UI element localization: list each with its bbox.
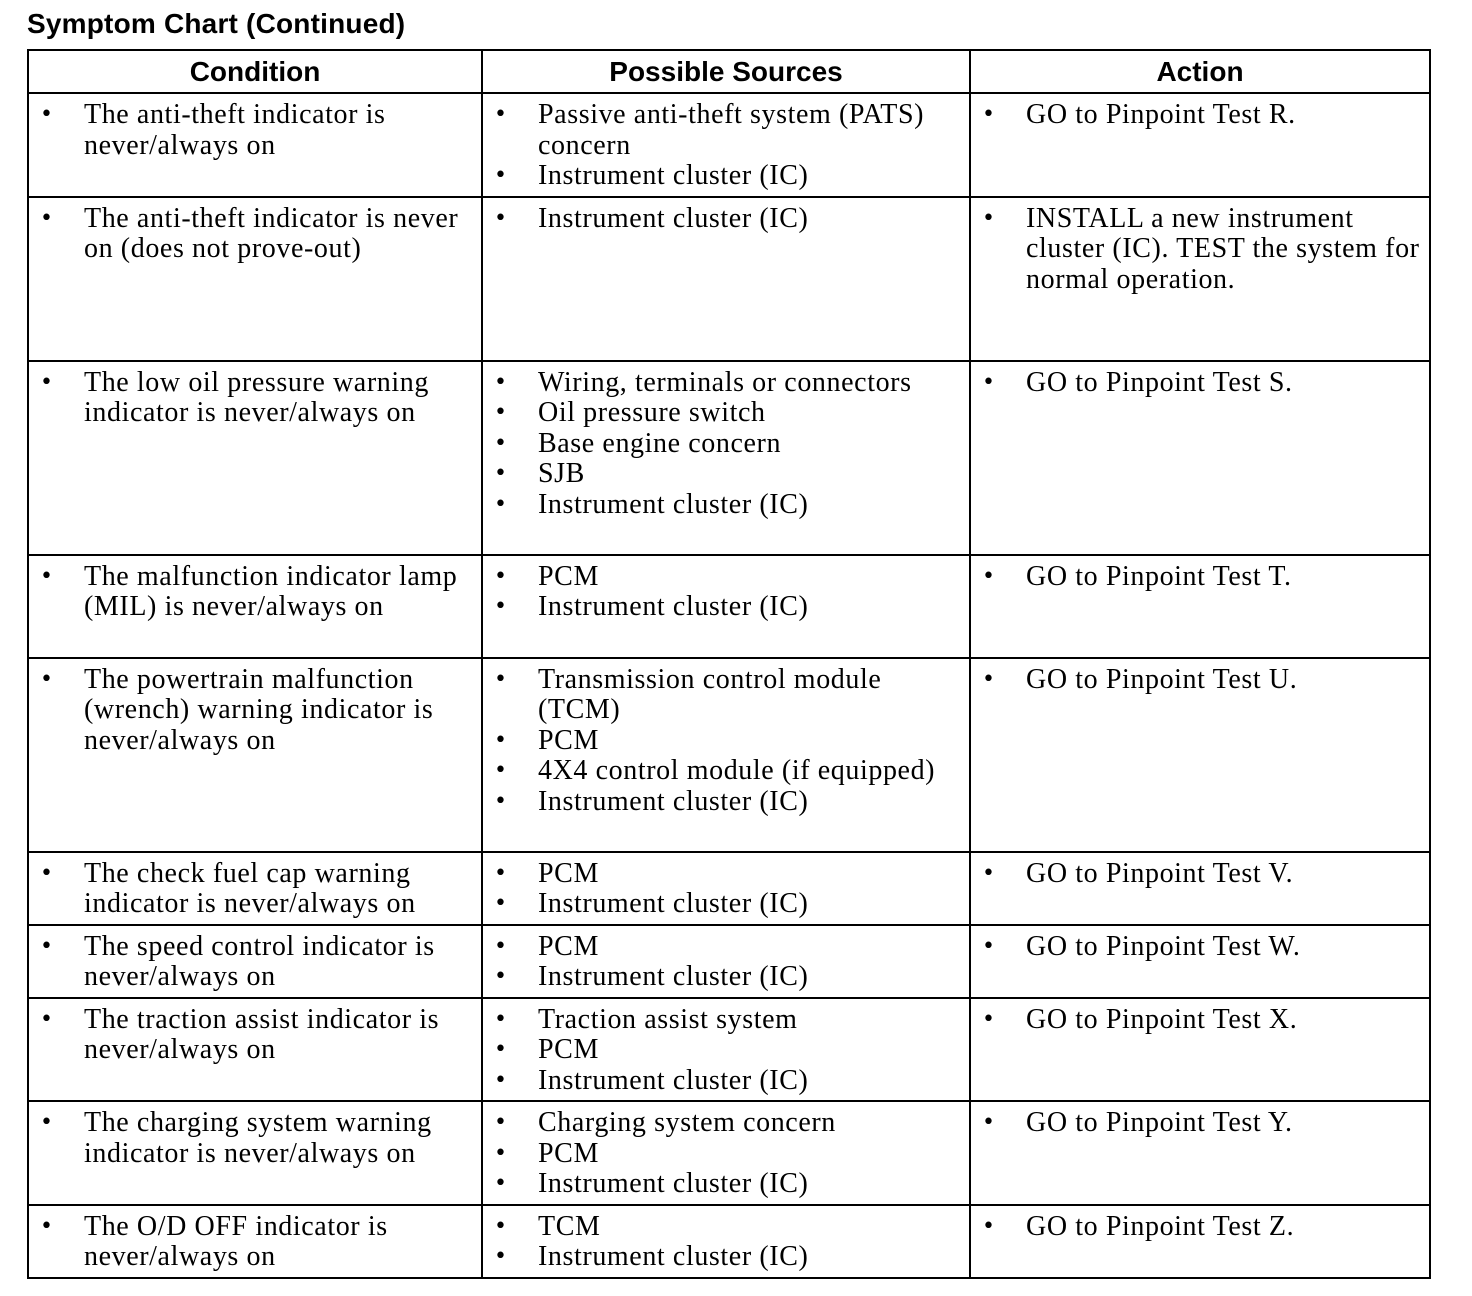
bullet-icon: • xyxy=(494,891,508,916)
list-item xyxy=(971,562,1429,593)
bullet-icon: • xyxy=(494,491,508,517)
list-item-text: GO to Pinpoint Test U. xyxy=(1026,663,1298,695)
condition-cell xyxy=(28,555,482,658)
chart-body xyxy=(28,93,1430,1278)
bullet-icon: • xyxy=(40,1213,54,1239)
list-item xyxy=(29,1005,481,1066)
list-item xyxy=(971,100,1429,131)
list-item xyxy=(483,1066,969,1097)
list-item-text: Passive anti-theft system (PATS) concern xyxy=(538,99,925,161)
bullet-icon: • xyxy=(40,205,54,231)
list-item-text: 4X4 control module (if equipped) xyxy=(538,755,936,786)
action-cell xyxy=(970,197,1430,361)
list-item-text: TCM xyxy=(538,1210,601,1242)
bullet-icon: • xyxy=(982,563,996,589)
table-row xyxy=(28,93,1430,197)
list-item-text: The malfunction indicator lamp (MIL) is never/always on xyxy=(84,560,458,622)
list-item xyxy=(29,932,481,993)
bullet-icon: • xyxy=(982,666,996,692)
list-item-text: GO to Pinpoint Test Z. xyxy=(1026,1210,1295,1242)
list-item xyxy=(483,429,969,460)
action-cell xyxy=(970,1205,1430,1278)
list-item-text: Base engine concern xyxy=(538,427,782,459)
list-item xyxy=(29,859,481,920)
list-item xyxy=(483,398,969,429)
list-item-text: GO to Pinpoint Test W. xyxy=(1026,930,1301,962)
action-cell xyxy=(970,1101,1430,1205)
table-row xyxy=(28,361,1430,555)
condition-cell xyxy=(28,1205,482,1278)
bullet-icon: • xyxy=(982,369,996,395)
condition-cell xyxy=(28,658,482,852)
bullet-list xyxy=(483,100,969,192)
possible-sources-cell xyxy=(482,93,970,197)
bullet-icon: • xyxy=(40,369,54,395)
bullet-icon: • xyxy=(494,860,508,886)
bullet-icon: • xyxy=(494,563,508,589)
list-item-text: SJB xyxy=(538,458,585,489)
list-item xyxy=(29,562,481,623)
header-row xyxy=(28,50,1430,93)
bullet-list xyxy=(29,859,481,920)
list-item xyxy=(29,665,481,757)
chart-title: Symptom Chart (Continued) xyxy=(27,8,406,39)
bullet-icon: • xyxy=(982,1213,996,1239)
list-item xyxy=(29,1108,481,1169)
list-item xyxy=(971,368,1429,399)
list-item xyxy=(29,100,481,161)
list-item-text: The speed control indicator is never/always on xyxy=(84,930,435,992)
bullet-icon: • xyxy=(982,1006,996,1032)
bullet-list xyxy=(971,1108,1429,1139)
bullet-list xyxy=(483,1212,969,1273)
list-item-text: Charging system concern xyxy=(538,1107,836,1138)
bullet-icon: • xyxy=(494,430,508,456)
table-row xyxy=(28,1205,1430,1278)
bullet-list xyxy=(971,368,1429,399)
list-item-text: The check fuel cap warning indicator is never/always on xyxy=(84,857,416,919)
list-item-text: GO to Pinpoint Test V. xyxy=(1026,857,1294,889)
condition-header: Condition xyxy=(28,50,482,93)
possible-sources-cell xyxy=(482,361,970,555)
list-item-text: Instrument cluster (IC) xyxy=(538,1168,809,1199)
bullet-icon: • xyxy=(494,758,508,783)
list-item xyxy=(483,962,969,993)
list-item-text: The traction assist indicator is never/always on xyxy=(84,1003,440,1065)
table-row xyxy=(28,197,1430,361)
bullet-icon: • xyxy=(494,666,508,692)
bullet-list xyxy=(29,562,481,623)
bullet-icon: • xyxy=(494,1037,508,1062)
bullet-icon: • xyxy=(494,461,508,486)
condition-cell xyxy=(28,93,482,197)
action-cell xyxy=(970,555,1430,658)
list-item xyxy=(483,1005,969,1036)
list-item xyxy=(971,1005,1429,1036)
list-item-text: PCM xyxy=(538,1034,599,1065)
list-item xyxy=(971,1108,1429,1139)
list-item xyxy=(29,368,481,429)
bullet-list xyxy=(483,665,969,818)
bullet-icon: • xyxy=(982,205,996,231)
bullet-list xyxy=(483,562,969,623)
list-item-text: Traction assist system xyxy=(538,1003,798,1035)
list-item xyxy=(971,665,1429,696)
list-item-text: Oil pressure switch xyxy=(538,397,766,428)
list-item xyxy=(971,204,1429,296)
bullet-icon: • xyxy=(494,933,508,959)
table-row xyxy=(28,852,1430,925)
bullet-list xyxy=(483,859,969,920)
bullet-icon: • xyxy=(40,860,54,886)
bullet-icon: • xyxy=(494,1213,508,1239)
list-item xyxy=(483,1139,969,1170)
list-item-text: Instrument cluster (IC) xyxy=(538,1241,809,1272)
bullet-icon: • xyxy=(494,1140,508,1166)
list-item-text: The low oil pressure warning indicator is never/always on xyxy=(84,366,429,428)
list-item-text: The anti-theft indicator is never on (does not prove-out) xyxy=(84,202,459,264)
possible-sources-cell xyxy=(482,1101,970,1205)
bullet-list xyxy=(971,1212,1429,1243)
bullet-icon: • xyxy=(40,666,54,692)
table-row xyxy=(28,658,1430,852)
list-item-text: INSTALL a new instrument cluster (IC). TEST the system for normal operation. xyxy=(1026,202,1420,295)
list-item xyxy=(971,859,1429,890)
list-item xyxy=(483,726,969,757)
bullet-list xyxy=(29,932,481,993)
bullet-icon: • xyxy=(494,205,508,231)
list-item xyxy=(483,1212,969,1243)
bullet-icon: • xyxy=(494,727,508,753)
bullet-icon: • xyxy=(494,594,508,619)
bullet-list xyxy=(971,204,1429,296)
possible-sources-cell xyxy=(482,1205,970,1278)
possible-sources-cell xyxy=(482,197,970,361)
action-cell xyxy=(970,998,1430,1102)
list-item-text: PCM xyxy=(538,930,599,962)
list-item-text: GO to Pinpoint Test R. xyxy=(1026,99,1296,130)
list-item-text: Instrument cluster (IC) xyxy=(538,785,809,817)
list-item xyxy=(483,787,969,818)
list-item xyxy=(483,368,969,399)
bullet-list xyxy=(29,1005,481,1066)
bullet-icon: • xyxy=(494,369,508,395)
condition-cell xyxy=(28,1101,482,1205)
list-item-text: GO to Pinpoint Test Y. xyxy=(1026,1107,1293,1138)
list-item xyxy=(483,1169,969,1200)
bullet-list xyxy=(29,1108,481,1169)
bullet-list xyxy=(29,368,481,429)
action-cell xyxy=(970,658,1430,852)
bullet-icon: • xyxy=(40,563,54,589)
action-cell xyxy=(970,361,1430,555)
bullet-list xyxy=(29,665,481,757)
list-item-text: PCM xyxy=(538,857,599,889)
bullet-list xyxy=(29,1212,481,1273)
bullet-icon: • xyxy=(494,1171,508,1196)
possible-sources-cell xyxy=(482,658,970,852)
condition-cell xyxy=(28,998,482,1102)
bullet-icon: • xyxy=(982,860,996,886)
list-item-text: GO to Pinpoint Test T. xyxy=(1026,560,1292,592)
list-item xyxy=(483,889,969,920)
possible-sources-cell xyxy=(482,998,970,1102)
list-item-text: Wiring, terminals or connectors xyxy=(538,366,912,398)
possible-sources-header: Possible Sources xyxy=(482,50,970,93)
table-row xyxy=(28,925,1430,998)
bullet-list xyxy=(971,562,1429,593)
condition-cell xyxy=(28,925,482,998)
bullet-icon: • xyxy=(494,1006,508,1032)
bullet-list xyxy=(29,100,481,161)
action-header: Action xyxy=(970,50,1430,93)
possible-sources-cell xyxy=(482,555,970,658)
bullet-list xyxy=(483,1108,969,1200)
bullet-icon: • xyxy=(494,1067,508,1093)
bullet-list xyxy=(971,100,1429,131)
list-item xyxy=(29,204,481,265)
bullet-list xyxy=(971,665,1429,696)
list-item-text: GO to Pinpoint Test X. xyxy=(1026,1003,1298,1035)
bullet-icon: • xyxy=(40,1006,54,1032)
list-item-text: Instrument cluster (IC) xyxy=(538,888,809,919)
bullet-list xyxy=(971,859,1429,890)
action-cell xyxy=(970,93,1430,197)
bullet-icon: • xyxy=(494,788,508,814)
list-item-text: PCM xyxy=(538,560,599,592)
list-item-text: Instrument cluster (IC) xyxy=(538,961,809,992)
list-item-text: PCM xyxy=(538,1137,599,1169)
bullet-list xyxy=(483,932,969,993)
bullet-list xyxy=(483,368,969,521)
list-item-text: The O/D OFF indicator is never/always on xyxy=(84,1210,388,1272)
list-item-text: The charging system warning indicator is never/always on xyxy=(84,1107,432,1169)
action-cell xyxy=(970,925,1430,998)
table-row xyxy=(28,555,1430,658)
list-item xyxy=(483,490,969,521)
bullet-icon: • xyxy=(982,1110,996,1135)
list-item-text: Instrument cluster (IC) xyxy=(538,202,809,234)
condition-cell xyxy=(28,197,482,361)
list-item xyxy=(29,1212,481,1273)
list-item xyxy=(483,1035,969,1066)
list-item xyxy=(971,932,1429,963)
list-item-text: Transmission control module (TCM) xyxy=(538,663,882,725)
symptom-chart-table xyxy=(27,49,1431,1279)
action-cell xyxy=(970,852,1430,925)
possible-sources-cell xyxy=(482,852,970,925)
bullet-list xyxy=(29,204,481,265)
bullet-icon: • xyxy=(494,400,508,425)
bullet-list xyxy=(483,1005,969,1097)
bullet-icon: • xyxy=(982,933,996,959)
list-item xyxy=(483,1108,969,1139)
list-item-text: The powertrain malfunction (wrench) warning indicator is never/always on xyxy=(84,663,434,756)
list-item-text: Instrument cluster (IC) xyxy=(538,160,809,191)
list-item xyxy=(483,859,969,890)
list-item xyxy=(483,204,969,235)
list-item xyxy=(483,592,969,623)
list-item-text: The anti-theft indicator is never/always on xyxy=(84,99,386,161)
list-item-text: GO to Pinpoint Test S. xyxy=(1026,366,1293,398)
bullet-icon: • xyxy=(494,964,508,989)
list-item xyxy=(483,756,969,787)
condition-cell xyxy=(28,852,482,925)
possible-sources-cell xyxy=(482,925,970,998)
list-item xyxy=(483,665,969,726)
list-item xyxy=(483,161,969,192)
list-item-text: PCM xyxy=(538,724,599,756)
bullet-icon: • xyxy=(40,933,54,959)
bullet-icon: • xyxy=(494,1110,508,1135)
bullet-icon: • xyxy=(494,163,508,188)
list-item xyxy=(483,1242,969,1273)
table-row xyxy=(28,1101,1430,1205)
list-item-text: Instrument cluster (IC) xyxy=(538,1064,809,1096)
bullet-icon: • xyxy=(40,1110,54,1135)
table-row xyxy=(28,998,1430,1102)
list-item-text: Instrument cluster (IC) xyxy=(538,591,809,622)
bullet-list xyxy=(971,1005,1429,1036)
condition-cell xyxy=(28,361,482,555)
list-item xyxy=(483,562,969,593)
bullet-icon: • xyxy=(40,102,54,127)
list-item xyxy=(483,100,969,161)
bullet-icon: • xyxy=(494,1244,508,1269)
list-item-text: Instrument cluster (IC) xyxy=(538,488,809,520)
bullet-list xyxy=(483,204,969,235)
list-item xyxy=(483,459,969,490)
list-item xyxy=(971,1212,1429,1243)
bullet-list xyxy=(971,932,1429,963)
bullet-icon: • xyxy=(982,102,996,127)
bullet-icon: • xyxy=(494,102,508,127)
list-item xyxy=(483,932,969,963)
